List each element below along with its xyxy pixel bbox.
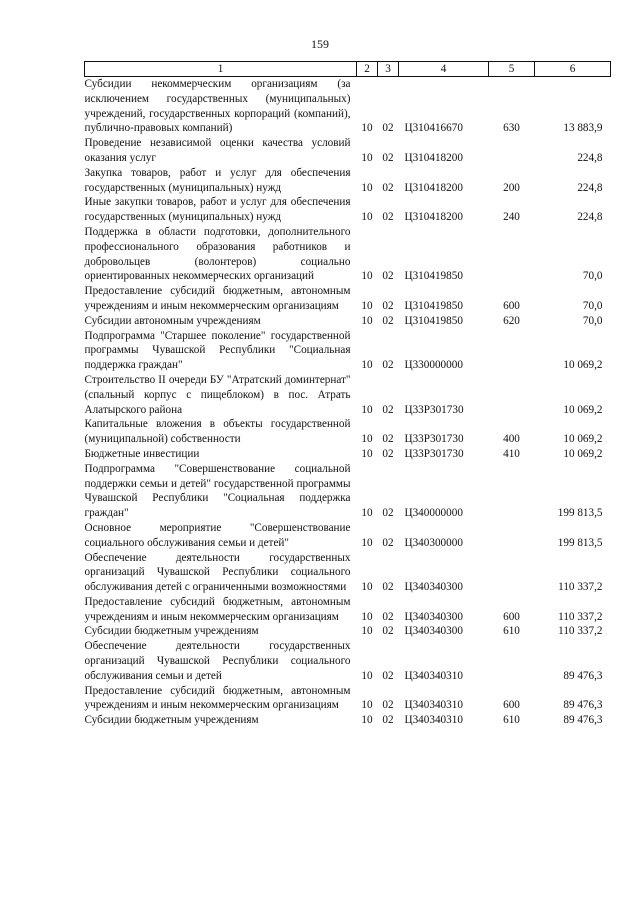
row-section: 10 xyxy=(361,211,373,224)
row-target-article: Ц310419850 xyxy=(404,299,463,312)
row-section: 10 xyxy=(361,714,373,727)
row-name: Подпрограмма "Совершенствование социальной поддержки семьи и детей" государственной программы Чувашской Республики "Социальная поддержка граждан" xyxy=(84,462,351,520)
row-name: Закупка товаров, работ и услуг для обеспечения государственных (муниципальных) нужд xyxy=(84,166,351,194)
header-col-1: 1 xyxy=(85,62,357,77)
row-name: Субсидии автономным учреждениям xyxy=(84,314,261,327)
row-subsection: 02 xyxy=(382,211,394,224)
row-subsection: 02 xyxy=(382,122,394,135)
header-col-4: 4 xyxy=(399,62,489,77)
row-target-article: Ц310416670 xyxy=(404,122,463,135)
row-section: 10 xyxy=(361,507,373,520)
row-amount: 224,8 xyxy=(577,181,603,194)
table-row xyxy=(85,713,611,728)
row-subsection: 02 xyxy=(382,359,394,372)
row-name: Бюджетные инвестиции xyxy=(84,447,200,460)
page-number: 159 xyxy=(311,37,329,51)
table-row xyxy=(85,447,611,462)
row-expense-type: 610 xyxy=(503,625,520,638)
table-header-row xyxy=(85,62,611,77)
table-row xyxy=(85,462,611,521)
row-target-article: Ц33Р301730 xyxy=(404,447,464,460)
row-name: Субсидии бюджетным учреждениям xyxy=(84,625,259,638)
row-subsection: 02 xyxy=(382,714,394,727)
table-row xyxy=(85,77,611,137)
row-expense-type xyxy=(489,521,535,551)
row-name: Субсидии некоммерческим организациям (за исключением государственных (муниципальных) учреждений, государственных корпораций (компаний), публично-правовых компаний) xyxy=(84,78,351,135)
row-subsection: 02 xyxy=(382,270,394,283)
row-subsection: 02 xyxy=(382,151,394,164)
header-col-3: 3 xyxy=(378,62,399,77)
table-row xyxy=(85,521,611,551)
row-section: 10 xyxy=(361,181,373,194)
row-subsection: 02 xyxy=(382,536,394,549)
row-amount: 89 476,3 xyxy=(563,714,603,727)
table-row xyxy=(85,166,611,196)
row-name: Обеспечение деятельности государственных организаций Чувашской Республики социального обслуживания детей с ограниченными возможностями xyxy=(84,551,351,594)
row-target-article: Ц340340310 xyxy=(404,699,463,712)
row-amount: 89 476,3 xyxy=(563,699,603,712)
row-target-article: Ц340340300 xyxy=(404,625,463,638)
table-body xyxy=(85,77,611,729)
row-section: 10 xyxy=(361,359,373,372)
row-expense-type: 610 xyxy=(503,714,520,727)
row-target-article: Ц340340300 xyxy=(404,581,463,594)
header-col-6: 6 xyxy=(535,62,611,77)
row-amount: 70,0 xyxy=(582,270,603,283)
header-col-5: 5 xyxy=(489,62,535,77)
row-section: 10 xyxy=(361,299,373,312)
row-amount: 110 337,2 xyxy=(558,625,603,638)
row-name: Капитальные вложения в объекты государственной (муниципальной) собственности xyxy=(84,418,351,446)
table-row xyxy=(85,684,611,714)
row-section: 10 xyxy=(361,699,373,712)
row-section: 10 xyxy=(361,151,373,164)
row-target-article: Ц310418200 xyxy=(404,181,463,194)
row-section: 10 xyxy=(361,581,373,594)
row-amount: 70,0 xyxy=(582,314,603,327)
row-amount: 89 476,3 xyxy=(563,669,603,682)
row-expense-type xyxy=(489,551,535,595)
row-expense-type xyxy=(489,462,535,521)
row-amount: 10 069,2 xyxy=(563,403,603,416)
table-row xyxy=(85,314,611,329)
row-name: Предоставление субсидий бюджетным, автономным учреждениям и иным некоммерческим организациям xyxy=(84,684,351,712)
row-expense-type: 410 xyxy=(503,447,520,460)
row-target-article: Ц340340310 xyxy=(404,669,463,682)
row-amount: 10 069,2 xyxy=(563,359,603,372)
row-section: 10 xyxy=(361,447,373,460)
row-expense-type: 600 xyxy=(503,699,520,712)
row-section: 10 xyxy=(361,270,373,283)
row-amount: 10 069,2 xyxy=(563,447,603,460)
row-target-article: Ц340300000 xyxy=(404,536,463,549)
row-expense-type: 400 xyxy=(503,433,520,446)
row-name: Обеспечение деятельности государственных организаций Чувашской Республики социального обслуживания семьи и детей xyxy=(84,640,351,682)
row-subsection: 02 xyxy=(382,581,394,594)
row-target-article: Ц310419850 xyxy=(404,270,463,283)
row-name: Предоставление субсидий бюджетным, автономным учреждениям и иным некоммерческим организациям xyxy=(84,285,351,312)
row-subsection: 02 xyxy=(382,669,394,682)
row-expense-type xyxy=(489,373,535,417)
row-amount: 199 813,5 xyxy=(557,507,603,520)
budget-table xyxy=(84,61,611,728)
row-amount: 70,0 xyxy=(582,299,603,312)
row-amount: 199 813,5 xyxy=(557,536,603,549)
row-name: Строительство II очереди БУ "Атратский доминтернат" (спальный корпус с пищеблоком) в пос. Атрать Алатырского района xyxy=(84,373,351,416)
row-expense-type: 600 xyxy=(503,299,520,312)
row-expense-type: 600 xyxy=(503,610,520,623)
row-name: Предоставление субсидий бюджетным, автономным учреждениям и иным некоммерческим организациям xyxy=(84,595,351,623)
row-subsection: 02 xyxy=(382,610,394,623)
row-target-article: Ц33Р301730 xyxy=(404,433,464,446)
row-expense-type: 630 xyxy=(503,122,520,135)
table-row xyxy=(85,373,611,417)
row-subsection: 02 xyxy=(382,625,394,638)
row-name: Субсидии бюджетным учреждениям xyxy=(84,714,259,727)
row-target-article: Ц310418200 xyxy=(404,151,463,164)
row-amount: 10 069,2 xyxy=(563,433,603,446)
row-section: 10 xyxy=(361,669,373,682)
row-subsection: 02 xyxy=(382,699,394,712)
table-row xyxy=(85,639,611,683)
row-name: Поддержка в области подготовки, дополнительного профессионального образования работников и добровольцев (волонтеров) социально ориентированных некоммерческих организаций xyxy=(84,225,351,283)
row-target-article: Ц310418200 xyxy=(404,211,463,224)
table-row xyxy=(85,329,611,373)
table-row xyxy=(85,417,611,447)
table-row xyxy=(85,595,611,625)
row-section: 10 xyxy=(361,403,373,416)
row-expense-type xyxy=(489,639,535,683)
row-name: Иные закупки товаров, работ и услуг для обеспечения государственных (муниципальных) нужд xyxy=(84,196,351,224)
row-section: 10 xyxy=(361,536,373,549)
table-row xyxy=(85,284,611,314)
row-subsection: 02 xyxy=(382,403,394,416)
row-expense-type: 200 xyxy=(503,181,520,194)
row-subsection: 02 xyxy=(382,181,394,194)
header-col-2: 2 xyxy=(357,62,378,77)
row-target-article: Ц330000000 xyxy=(404,359,463,372)
row-expense-type xyxy=(489,225,535,284)
row-amount: 224,8 xyxy=(577,151,603,164)
row-amount: 224,8 xyxy=(577,211,603,224)
row-target-article: Ц340340310 xyxy=(404,714,463,727)
table-row xyxy=(85,136,611,166)
row-subsection: 02 xyxy=(382,299,394,312)
row-target-article: Ц310419850 xyxy=(404,314,463,327)
row-subsection: 02 xyxy=(382,433,394,446)
row-expense-type: 620 xyxy=(503,314,520,327)
row-expense-type: 240 xyxy=(503,211,520,224)
row-amount: 110 337,2 xyxy=(558,610,603,623)
row-section: 10 xyxy=(361,610,373,623)
row-target-article: Ц340000000 xyxy=(404,507,463,520)
row-amount: 110 337,2 xyxy=(558,581,603,594)
row-amount: 13 883,9 xyxy=(563,122,603,135)
row-subsection: 02 xyxy=(382,447,394,460)
row-target-article: Ц340340300 xyxy=(404,610,463,623)
row-expense-type xyxy=(489,329,535,373)
row-section: 10 xyxy=(361,625,373,638)
row-name: Подпрограмма "Старшее поколение" государственной программы Чувашской Республики "Социальная поддержка граждан" xyxy=(84,329,351,372)
row-name: Проведение независимой оценки качества условий оказания услуг xyxy=(84,137,351,164)
row-section: 10 xyxy=(361,122,373,135)
row-subsection: 02 xyxy=(382,314,394,327)
table-row xyxy=(85,225,611,284)
row-target-article: Ц33Р301730 xyxy=(404,403,464,416)
table-row xyxy=(85,624,611,639)
row-name: Основное мероприятие "Совершенствование социального обслуживания семьи и детей" xyxy=(84,521,351,549)
row-section: 10 xyxy=(361,433,373,446)
row-section: 10 xyxy=(361,314,373,327)
row-expense-type xyxy=(489,136,535,166)
table-row xyxy=(85,551,611,595)
table-row xyxy=(85,195,611,225)
row-subsection: 02 xyxy=(382,507,394,520)
